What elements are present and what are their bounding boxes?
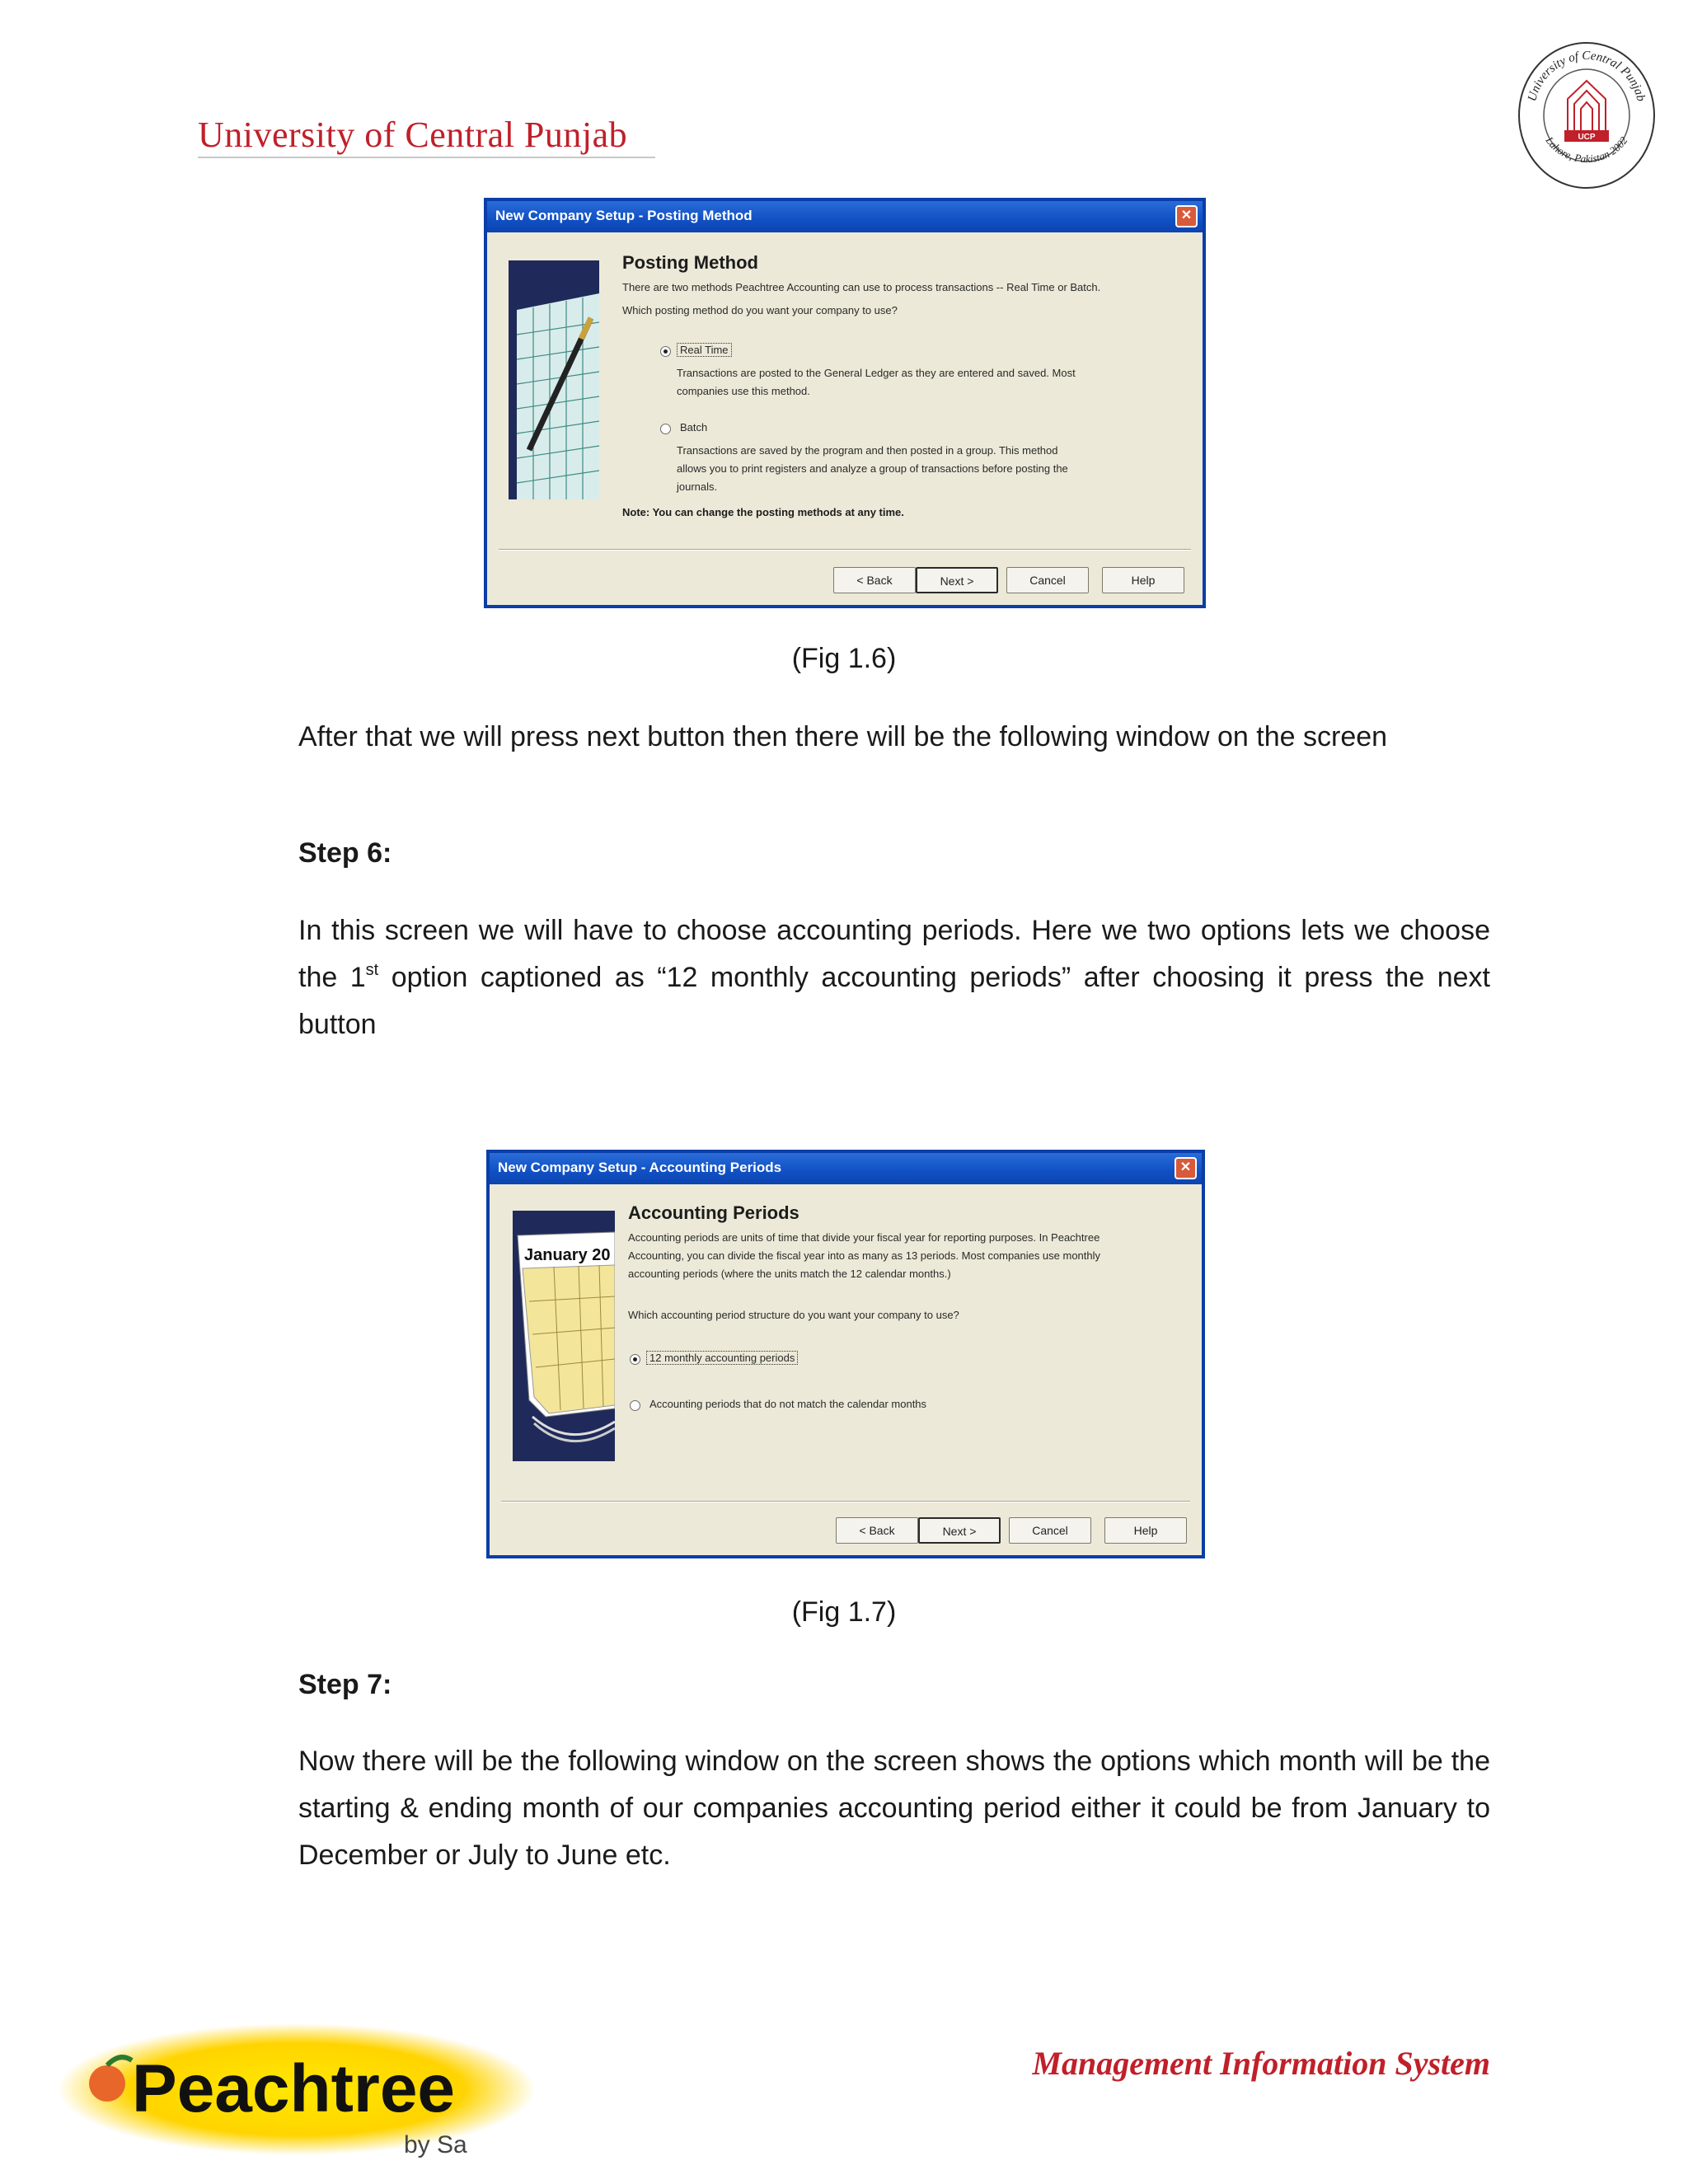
close-icon[interactable]: ✕ (1175, 1157, 1197, 1179)
back-button[interactable]: < Back (833, 567, 916, 593)
button-separator (501, 1501, 1190, 1502)
custom-periods-label[interactable]: Accounting periods that do not match the calendar months (649, 1398, 927, 1410)
note-text: Note: You can change the posting methods at any time. (622, 506, 904, 518)
intro-text-2: Accounting, you can divide the fiscal year into as many as 13 periods. Most companies use monthly (628, 1249, 1101, 1262)
next-button[interactable]: Next > (918, 1517, 1001, 1544)
dialog-title: New Company Setup - Posting Method (495, 208, 753, 223)
calendar-illustration (513, 1211, 615, 1461)
svg-text:Peachtree: Peachtree (132, 2051, 456, 2126)
svg-text:UCP: UCP (1578, 133, 1596, 142)
step-7-heading: Step 7: (298, 1669, 392, 1700)
dialog-titlebar (487, 201, 1203, 232)
dialog-title: New Company Setup - Accounting Periods (498, 1160, 782, 1175)
dialog-titlebar (490, 1153, 1202, 1184)
question-text: Which accounting period structure do you want your company to use? (628, 1309, 959, 1321)
paragraph-accounting-periods: In this screen we will have to choose accounting periods. Here we two options lets we choose the 1st option captioned as “12 monthly accounting periods” after choosing it press the next button (298, 915, 1490, 1040)
paragraph-after-next: After that we will press next button then there will be the following window on the screen (298, 721, 1388, 752)
svg-text:by Sa: by Sa (404, 2131, 467, 2158)
cancel-button[interactable]: Cancel (1009, 1517, 1091, 1544)
figure-caption-1-6: (Fig 1.6) (791, 643, 897, 674)
monthly-periods-radio[interactable] (630, 1354, 640, 1365)
intro-text: There are two methods Peachtree Accounting can use to process transactions -- Real Time or Batch. (622, 281, 1101, 293)
batch-description-3: journals. (677, 480, 718, 493)
real-time-radio[interactable] (660, 346, 671, 357)
batch-label[interactable]: Batch (680, 421, 708, 434)
batch-description-2: allows you to print registers and analyze a group of transactions before posting the (677, 462, 1068, 475)
svg-text:University of Central Punjab: University of Central Punjab (1526, 49, 1648, 103)
help-button[interactable]: Help (1102, 567, 1184, 593)
real-time-description-1: Transactions are posted to the General Ledger as they are entered and saved. Most (677, 367, 1076, 379)
cancel-button[interactable]: Cancel (1006, 567, 1089, 593)
dialog-heading: Accounting Periods (628, 1202, 799, 1223)
intro-text-1: Accounting periods are units of time that divide your fiscal year for reporting purposes. In Peachtree (628, 1231, 1100, 1244)
figure-caption-1-7: (Fig 1.7) (791, 1596, 897, 1628)
svg-text:Lahore, Pakistan 2002: Lahore, Pakistan 2002 (1543, 134, 1630, 166)
step-6-heading: Step 6: (298, 837, 392, 869)
ucp-seal-logo (1517, 33, 1657, 190)
next-button[interactable]: Next > (916, 567, 998, 593)
close-icon[interactable]: ✕ (1175, 205, 1198, 227)
real-time-description-2: companies use this method. (677, 385, 810, 397)
peachtree-logo (49, 2019, 536, 2163)
monthly-periods-label[interactable]: 12 monthly accounting periods (646, 1349, 798, 1367)
real-time-label[interactable]: Real Time (677, 341, 732, 359)
custom-periods-radio[interactable] (630, 1400, 640, 1411)
paragraph-period-months: Now there will be the following window on the screen shows the options which month will be the starting & ending month of our companies accounting period either it could be from January to December or July to June etc. (298, 1746, 1490, 1871)
header-divider (198, 157, 655, 158)
batch-radio[interactable] (660, 424, 671, 434)
question-text: Which posting method do you want your company to use? (622, 304, 898, 316)
button-separator (499, 549, 1191, 551)
calendar-month-label: January 20 (524, 1246, 611, 1264)
university-title: University of Central Punjab (198, 115, 628, 155)
back-button[interactable]: < Back (836, 1517, 918, 1544)
intro-text-3: accounting periods (where the units match the 12 calendar months.) (628, 1268, 951, 1280)
batch-description-1: Transactions are saved by the program and then posted in a group. This method (677, 444, 1058, 457)
ledger-pen-illustration (509, 260, 599, 499)
accounting-periods-dialog (486, 1150, 1205, 1558)
dialog-heading: Posting Method (622, 252, 758, 273)
help-button[interactable]: Help (1104, 1517, 1187, 1544)
posting-method-dialog (484, 198, 1206, 608)
course-title: Management Information System (1032, 2045, 1490, 2082)
